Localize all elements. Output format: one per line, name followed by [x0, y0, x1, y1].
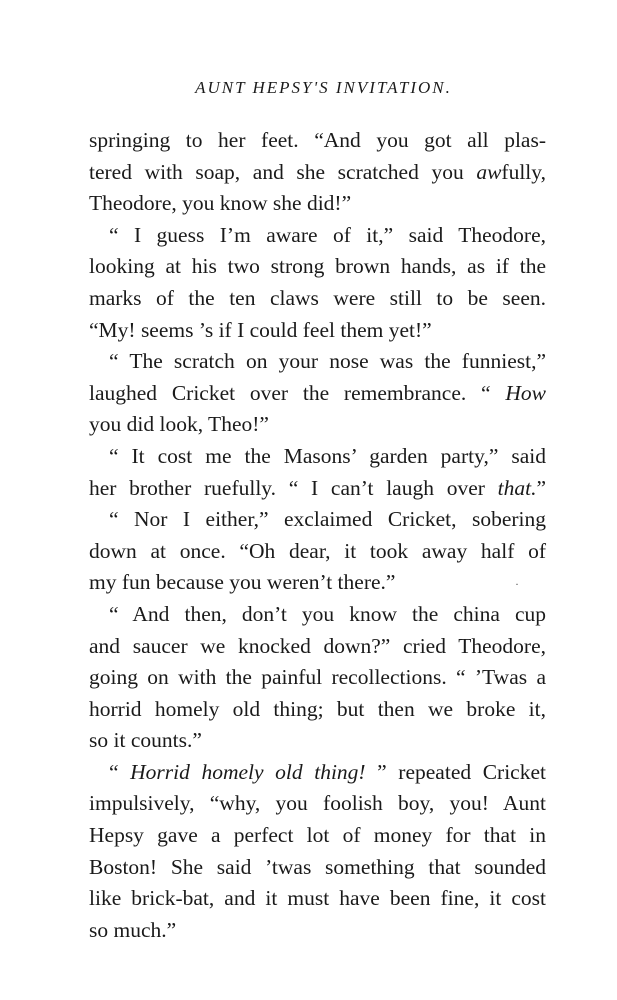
text-run: down at once. “Oh dear, it took away half of [89, 538, 546, 563]
text-line [89, 883, 546, 915]
text-run: “ [109, 759, 131, 784]
text-line [89, 125, 546, 157]
text-run: laughed Cricket over the remembrance. “ [89, 380, 506, 405]
text-run: ” repeated Cricket [365, 759, 546, 784]
text-run: marks of the ten claws were still to be seen. [89, 285, 546, 310]
text-line [89, 251, 546, 283]
body-text [89, 125, 546, 946]
italic-run: How [505, 380, 546, 405]
text-run: so it counts.” [89, 728, 202, 753]
text-run: “ Nor I either,” exclaimed Cricket, sobering [109, 507, 546, 532]
text-run: “ It cost me the Masons’ garden party,” said [109, 443, 546, 468]
text-run: Theodore, you know she did!” [89, 191, 352, 216]
text-line [89, 378, 546, 410]
text-run: my fun because you weren’t there.” [89, 570, 396, 595]
text-run: looking at his two strong brown hands, as if the [89, 254, 546, 279]
text-run: “My! seems ’s if I could feel them yet!” [89, 317, 432, 342]
text-line [89, 536, 546, 568]
text-line [89, 220, 546, 252]
text-line [89, 852, 546, 884]
text-line [89, 315, 546, 347]
text-line [89, 188, 546, 220]
text-run: her brother ruefully. “ I can’t laugh over [89, 475, 498, 500]
text-run: like brick-bat, and it must have been fine, it cost [89, 886, 546, 911]
stray-mark: · [515, 577, 519, 591]
text-run: “ And then, don’t you know the china cup [109, 601, 546, 626]
text-line [89, 441, 546, 473]
text-line [89, 757, 546, 789]
text-run: you did look, Theo!” [89, 412, 269, 437]
italic-run: that. [497, 475, 537, 500]
text-line [89, 504, 546, 536]
text-line [89, 694, 546, 726]
text-run: fully, [501, 159, 546, 184]
text-line [89, 788, 546, 820]
text-line [89, 631, 546, 663]
text-run: tered with soap, and she scratched you [89, 159, 477, 184]
text-run: Boston! She said ’twas something that sounded [89, 854, 546, 879]
text-line [89, 662, 546, 694]
text-run: springing to her feet. “And you got all plas- [89, 128, 546, 152]
running-head: AUNT HEPSY'S INVITATION. [195, 78, 452, 97]
text-line [89, 915, 546, 947]
text-line [89, 473, 546, 505]
text-run: “ I guess I’m aware of it,” said Theodore, [109, 222, 546, 247]
text-run: and saucer we knocked down?” cried Theodore, [89, 633, 546, 658]
italic-run: aw [476, 159, 502, 184]
text-run: horrid homely old thing; but then we broke it, [89, 696, 546, 721]
text-line [89, 725, 546, 757]
text-line [89, 599, 546, 631]
text-line [89, 157, 546, 189]
text-line [89, 567, 546, 599]
text-line [89, 283, 546, 315]
text-run: impulsively, “why, you foolish boy, you! Aunt [89, 791, 546, 816]
text-run: Hepsy gave a perfect lot of money for that in [89, 823, 546, 848]
text-run: “ The scratch on your nose was the funniest,” [109, 349, 546, 374]
text-run: going on with the painful recollections. “ ’Twas a [89, 665, 546, 690]
text-line [89, 409, 546, 441]
italic-run: Horrid homely old thing! [130, 759, 366, 784]
text-line [89, 820, 546, 852]
text-run: ” [536, 475, 546, 500]
text-line [89, 346, 546, 378]
text-run: so much.” [89, 917, 177, 942]
